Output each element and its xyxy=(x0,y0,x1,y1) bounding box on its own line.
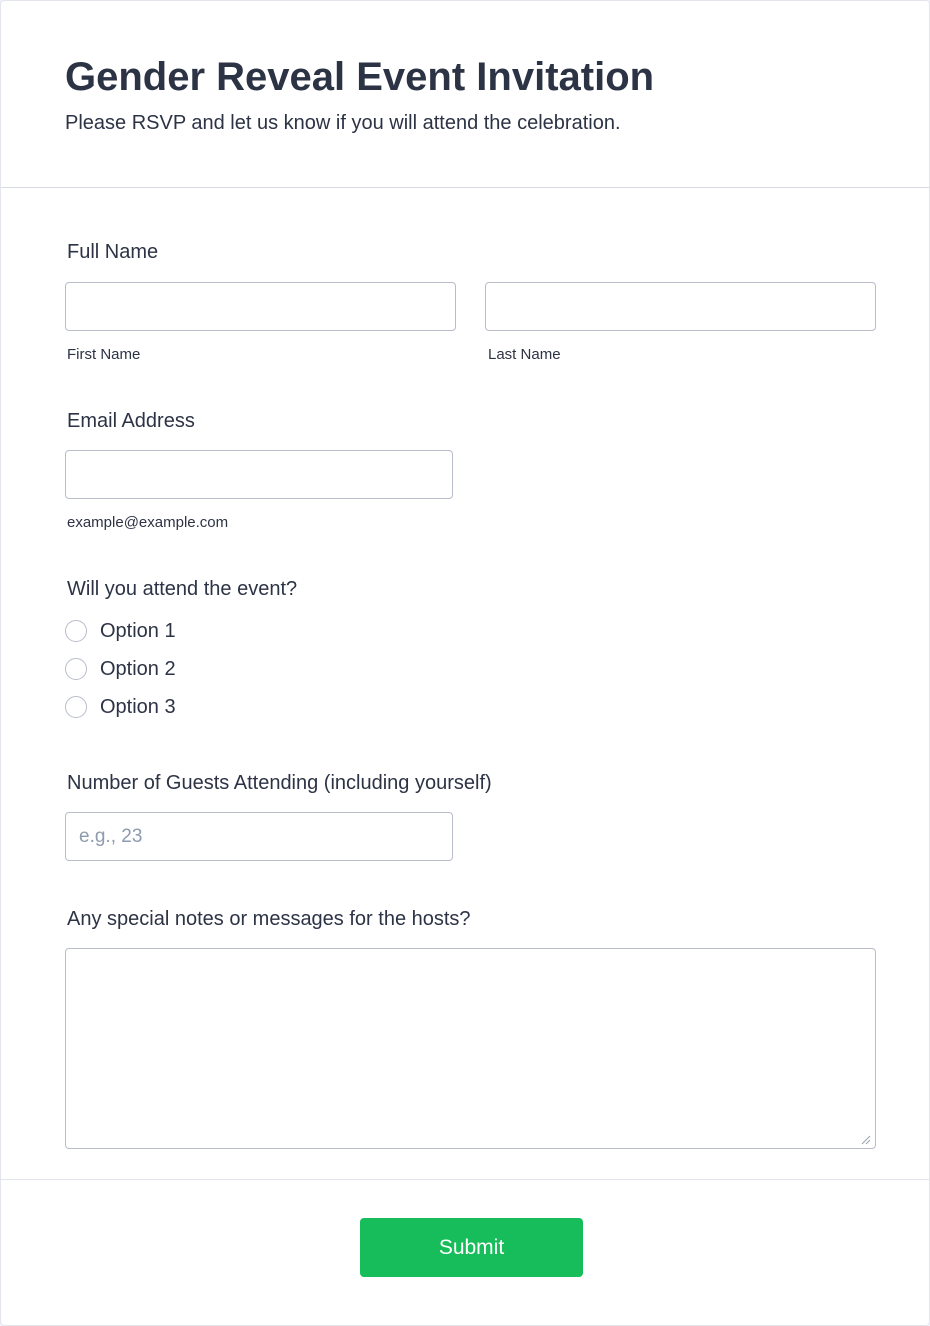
submit-button[interactable]: Submit xyxy=(360,1218,583,1277)
email-label: Email Address xyxy=(67,410,195,432)
attendance-label: Will you attend the event? xyxy=(67,578,298,600)
notes-textarea[interactable] xyxy=(65,948,876,1149)
last-name-input[interactable] xyxy=(485,282,876,331)
radio-option-label[interactable]: Option 3 xyxy=(100,696,176,718)
last-name-sublabel: Last Name xyxy=(488,346,561,363)
radio-option-2[interactable] xyxy=(65,656,176,682)
footer-divider xyxy=(1,1179,929,1180)
radio-option-label[interactable]: Option 2 xyxy=(100,658,176,680)
first-name-input[interactable] xyxy=(65,282,456,331)
email-input[interactable] xyxy=(65,450,453,499)
notes-label: Any special notes or messages for the hosts? xyxy=(67,908,471,930)
radio-circle[interactable] xyxy=(65,658,87,680)
guests-label: Number of Guests Attending (including yourself) xyxy=(67,772,492,794)
resize-grip-icon[interactable] xyxy=(859,1133,871,1145)
form-subtitle: Please RSVP and let us know if you will attend the celebration. xyxy=(65,112,621,134)
radio-option-1[interactable] xyxy=(65,618,176,644)
form-header xyxy=(1,1,929,188)
radio-circle[interactable] xyxy=(65,696,87,718)
email-sublabel: example@example.com xyxy=(67,514,229,531)
full-name-label: Full Name xyxy=(67,241,159,263)
first-name-sublabel: First Name xyxy=(67,346,141,363)
radio-circle[interactable] xyxy=(65,620,87,642)
radio-option-3[interactable] xyxy=(65,694,176,720)
guests-input[interactable] xyxy=(65,812,453,861)
form-title: Gender Reveal Event Invitation xyxy=(65,55,655,99)
radio-option-label[interactable]: Option 1 xyxy=(100,620,176,642)
